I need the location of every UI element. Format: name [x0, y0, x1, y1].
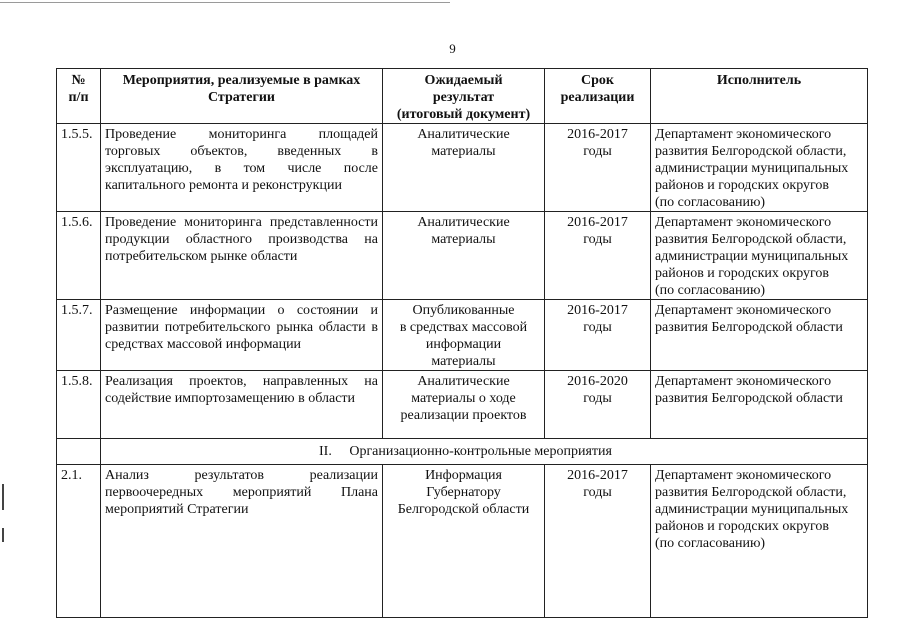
executor-line: Департамент экономического — [655, 374, 832, 389]
executor-line: Департамент экономического — [655, 468, 832, 483]
result-line: Губернатору — [426, 485, 501, 500]
header-activity — [101, 69, 383, 124]
header-text: реализации — [560, 90, 635, 105]
term-line: годы — [583, 232, 612, 247]
row-activity: Проведение мониторинга представленности продукции областного производства на потребительском рынке области — [101, 212, 383, 300]
executor-line: развития Белгородской области — [655, 391, 843, 406]
row-term — [545, 300, 651, 371]
header-result — [383, 69, 545, 124]
header-term — [545, 69, 651, 124]
result-line: Аналитические — [417, 127, 510, 142]
header-text: Стратегии — [208, 90, 275, 105]
table-row — [57, 465, 868, 618]
row-executor — [651, 124, 868, 212]
executor-line: развития Белгородской области — [655, 320, 843, 335]
row-activity: Анализ результатов реализации первоочередных мероприятий Плана мероприятий Стратегии — [101, 465, 383, 618]
header-text: п/п — [68, 90, 89, 105]
result-line: материалы — [431, 144, 496, 159]
row-result — [383, 371, 545, 439]
section-title: Организационно-контрольные мероприятия — [349, 444, 612, 459]
header-text: результат — [432, 90, 495, 105]
activities-table — [56, 68, 868, 618]
margin-mark — [2, 484, 4, 510]
row-activity: Реализация проектов, направленных на содействие импортозамещению в области — [101, 371, 383, 439]
row-number: 1.5.5. — [57, 124, 101, 212]
row-term — [545, 465, 651, 618]
executor-line: администрации муниципальных — [655, 161, 849, 176]
executor-line: районов и городских округов — [655, 178, 830, 193]
executor-line: Департамент экономического — [655, 127, 832, 142]
term-line: годы — [583, 391, 612, 406]
row-term — [545, 212, 651, 300]
term-line: 2016-2017 — [567, 127, 628, 142]
header-text: Мероприятия, реализуемые в рамках — [122, 73, 361, 88]
term-line: годы — [583, 485, 612, 500]
result-line: реализации проектов — [400, 408, 527, 423]
result-line: Аналитические — [417, 215, 510, 230]
result-line: Информация — [425, 468, 502, 483]
section-heading — [101, 439, 868, 465]
term-line: 2016-2017 — [567, 468, 628, 483]
header-text: (итоговый документ) — [396, 107, 531, 122]
row-term — [545, 124, 651, 212]
executor-line: (по согласованию) — [655, 536, 766, 551]
row-executor — [651, 300, 868, 371]
row-activity: Проведение мониторинга площадей торговых объектов, введенных в эксплуатацию, в том числе после капитального ремонта и реконструкции — [101, 124, 383, 212]
result-line: Белгородской области — [397, 502, 530, 517]
table-row — [57, 371, 868, 439]
row-result — [383, 300, 545, 371]
header-row — [57, 69, 868, 124]
row-executor — [651, 212, 868, 300]
section-number-cell — [57, 439, 101, 465]
executor-line: развития Белгородской области, — [655, 232, 847, 247]
row-result — [383, 465, 545, 618]
executor-line: районов и городских округов — [655, 266, 830, 281]
executor-line: администрации муниципальных — [655, 502, 849, 517]
table-row — [57, 300, 868, 371]
executor-line: (по согласованию) — [655, 195, 766, 210]
header-text: Ожидаемый — [424, 73, 503, 88]
table-row — [57, 212, 868, 300]
row-number: 1.5.7. — [57, 300, 101, 371]
result-line: Аналитические — [417, 374, 510, 389]
term-line: годы — [583, 320, 612, 335]
term-line: 2016-2020 — [567, 374, 628, 389]
header-num — [57, 69, 101, 124]
row-result — [383, 124, 545, 212]
header-executor — [651, 69, 868, 124]
header-text: Срок — [581, 73, 614, 88]
result-line: информации — [425, 337, 502, 352]
top-rule — [0, 2, 450, 3]
result-line: материалы — [431, 232, 496, 247]
section-row — [57, 439, 868, 465]
row-number: 2.1. — [57, 465, 101, 618]
term-line: годы — [583, 144, 612, 159]
header-text: № — [71, 73, 86, 88]
page-number: 9 — [449, 41, 456, 56]
executor-line: Департамент экономического — [655, 215, 832, 230]
row-number: 1.5.6. — [57, 212, 101, 300]
result-line: Опубликованные — [412, 303, 515, 318]
result-line: материалы — [431, 354, 496, 369]
row-number: 1.5.8. — [57, 371, 101, 439]
result-line: материалы о ходе — [411, 391, 516, 406]
term-line: 2016-2017 — [567, 303, 628, 318]
executor-line: Департамент экономического — [655, 303, 832, 318]
row-executor — [651, 465, 868, 618]
row-term — [545, 371, 651, 439]
executor-line: администрации муниципальных — [655, 249, 849, 264]
row-activity: Размещение информации о состоянии и развитии потребительского рынка области в средствах массовой информации — [101, 300, 383, 371]
executor-line: (по согласованию) — [655, 283, 766, 298]
executor-line: развития Белгородской области, — [655, 144, 847, 159]
row-result — [383, 212, 545, 300]
table-row — [57, 124, 868, 212]
row-executor — [651, 371, 868, 439]
term-line: 2016-2017 — [567, 215, 628, 230]
margin-mark — [2, 528, 4, 542]
executor-line: развития Белгородской области, — [655, 485, 847, 500]
header-text: Исполнитель — [716, 73, 802, 88]
executor-line: районов и городских округов — [655, 519, 830, 534]
result-line: в средствах массовой — [399, 320, 528, 335]
section-numeral: II. — [319, 444, 332, 459]
